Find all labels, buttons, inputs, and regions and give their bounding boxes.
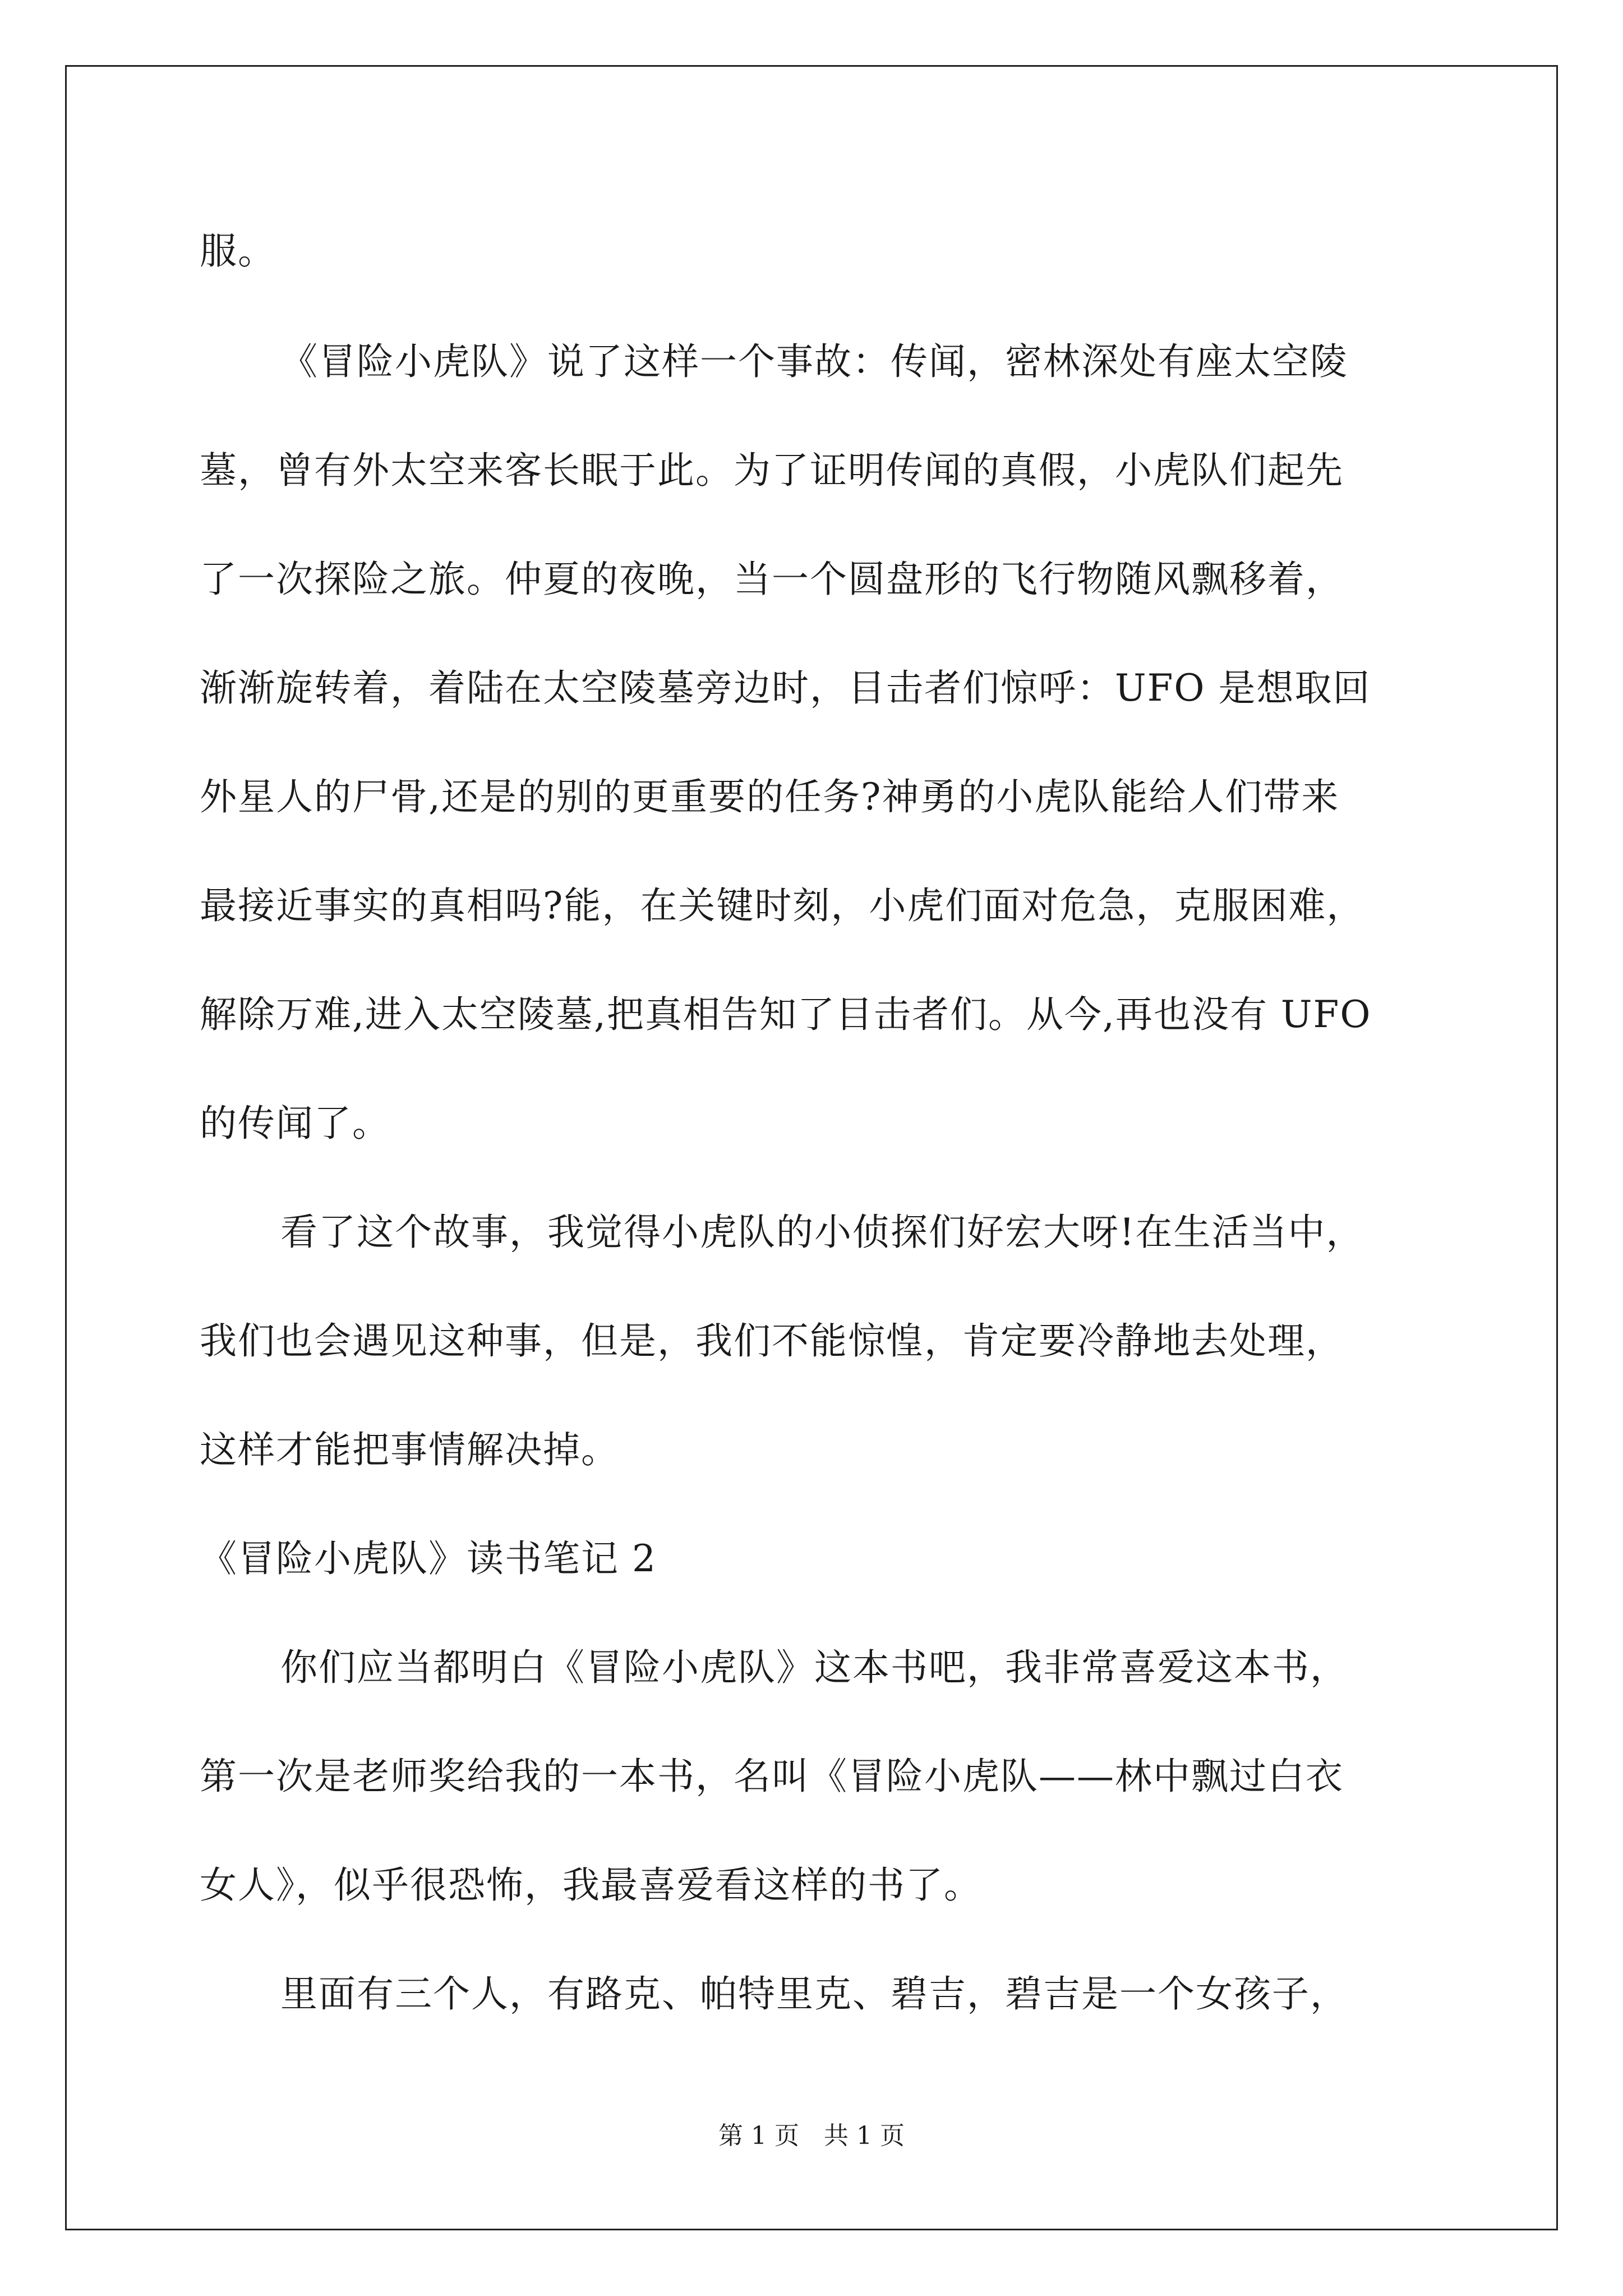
text-line: 女人》，似乎很恐怖，我最喜爱看这样的书了。 <box>200 1864 982 1907</box>
paragraph-line: 你们应当都明白《冒险小虎队》这本书吧，我非常喜爱这本书， <box>280 1646 1348 1689</box>
text-line: 墓，曾有外太空来客长眠于此。为了证明传闻的真假，小虎队们起先 <box>200 449 1344 492</box>
text-line: 了一次探险之旅。仲夏的夜晚，当一个圆盘形的飞行物随风飘移着， <box>200 558 1344 601</box>
text-line: 最接近事实的真相吗?能，在关键时刻，小虎们面对危急，克服困难， <box>200 884 1365 927</box>
section-heading: 《冒险小虎队》读书笔记 2 <box>200 1537 657 1580</box>
text-line: 渐渐旋转着，着陆在太空陵墓旁边时，目击者们惊呼：UFO 是想取回 <box>200 666 1371 710</box>
page-footer: 第 1 页 共 1 页 <box>718 2122 905 2150</box>
text-line: 服。 <box>200 229 276 273</box>
paragraph-line: 里面有三个人，有路克、帕特里克、碧吉，碧吉是一个女孩子， <box>280 1972 1348 2016</box>
text-line: 的传闻了。 <box>200 1102 390 1145</box>
text-line: 第一次是老师奖给我的一本书，名叫《冒险小虎队——林中飘过白衣 <box>200 1755 1344 1798</box>
paragraph-line: 看了这个故事，我觉得小虎队的小侦探们好宏大呀!在生活当中， <box>280 1211 1364 1254</box>
paragraph-line: 《冒险小虎队》说了这样一个事故：传闻，密林深处有座太空陵 <box>280 340 1348 383</box>
text-line: 外星人的尸骨,还是的别的更重要的任务?神勇的小虎队能给人们带来 <box>200 775 1340 818</box>
text-line: 我们也会遇见这种事，但是，我们不能惊惶，肯定要冷静地去处理， <box>200 1319 1344 1363</box>
text-line: 这样才能把事情解决掉。 <box>200 1428 619 1471</box>
text-line: 解除万难,进入太空陵墓,把真相告知了目击者们。从今,再也没有 UFO <box>200 993 1372 1036</box>
